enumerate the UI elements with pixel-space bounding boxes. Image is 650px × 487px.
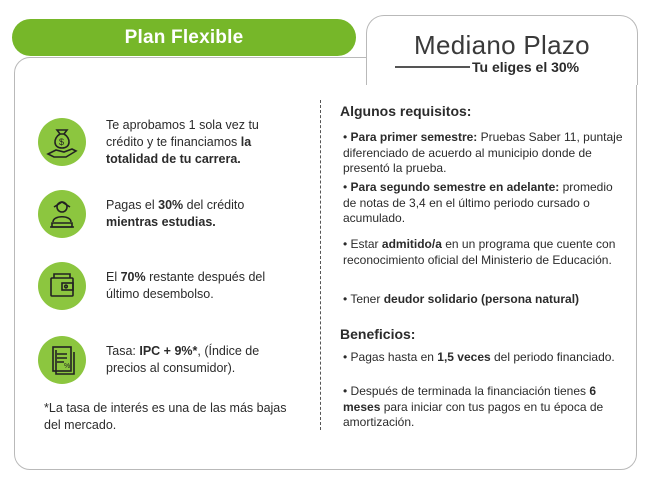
wallet-card-icon (38, 262, 86, 310)
requirement-item: • Tener deudor solidario (persona natural) (343, 292, 580, 306)
svg-text:%: % (64, 363, 71, 370)
benefit-text: Tasa: IPC + 9%*, (Índice de precios al consumidor). (106, 344, 260, 375)
term-rule (395, 66, 470, 68)
term-title: Mediano Plazo (414, 30, 590, 60)
requirement-item: • Para segundo semestre en adelante: promedio de notas de 3,4 en el último periodo cursado o acumulado. (343, 180, 613, 225)
benefit-item (38, 186, 298, 242)
benefits-title: Beneficios: (340, 326, 416, 342)
benefit-text: Te aprobamos 1 sola vez tu crédito y te financiamos la totalidad de tu carrera. (106, 117, 259, 166)
benefit-item (38, 258, 298, 314)
requirement-item: • Estar admitido/a en un programa que cuente con reconocimiento oficial del Ministerio de Educación. (343, 237, 616, 267)
plan-title-pill (12, 19, 356, 56)
benefit-right-item: • Pagas hasta en 1,5 veces del periodo financiado. (343, 350, 615, 364)
money-bag-hand-icon (38, 118, 86, 166)
share-label: Tu eliges el 30% (472, 59, 580, 75)
column-divider (320, 100, 321, 430)
requirement-item: • Para primer semestre: Pruebas Saber 11, puntaje diferenciado de acuerdo al municipio donde de presentó la prueba. (343, 130, 623, 175)
benefit-text: El 70% restante después del último desembolso. (106, 270, 266, 301)
benefit-item (38, 114, 298, 170)
student-reading-icon (38, 190, 86, 238)
benefit-text: Pagas el 30% del crédito mientras estudias. (106, 198, 245, 229)
benefit-item (38, 330, 298, 390)
benefit-right-item: • Después de terminada la financiación tienes 6 meses para iniciar con tus pagos en tu época de amortización. (343, 384, 604, 429)
interest-note: *La tasa de interés es una de las más bajas del mercado. (44, 401, 287, 432)
svg-text:$: $ (59, 137, 65, 147)
requirements-title: Algunos requisitos: (340, 103, 472, 119)
document-stack-icon (38, 336, 86, 384)
plan-title: Plan Flexible (124, 26, 244, 48)
